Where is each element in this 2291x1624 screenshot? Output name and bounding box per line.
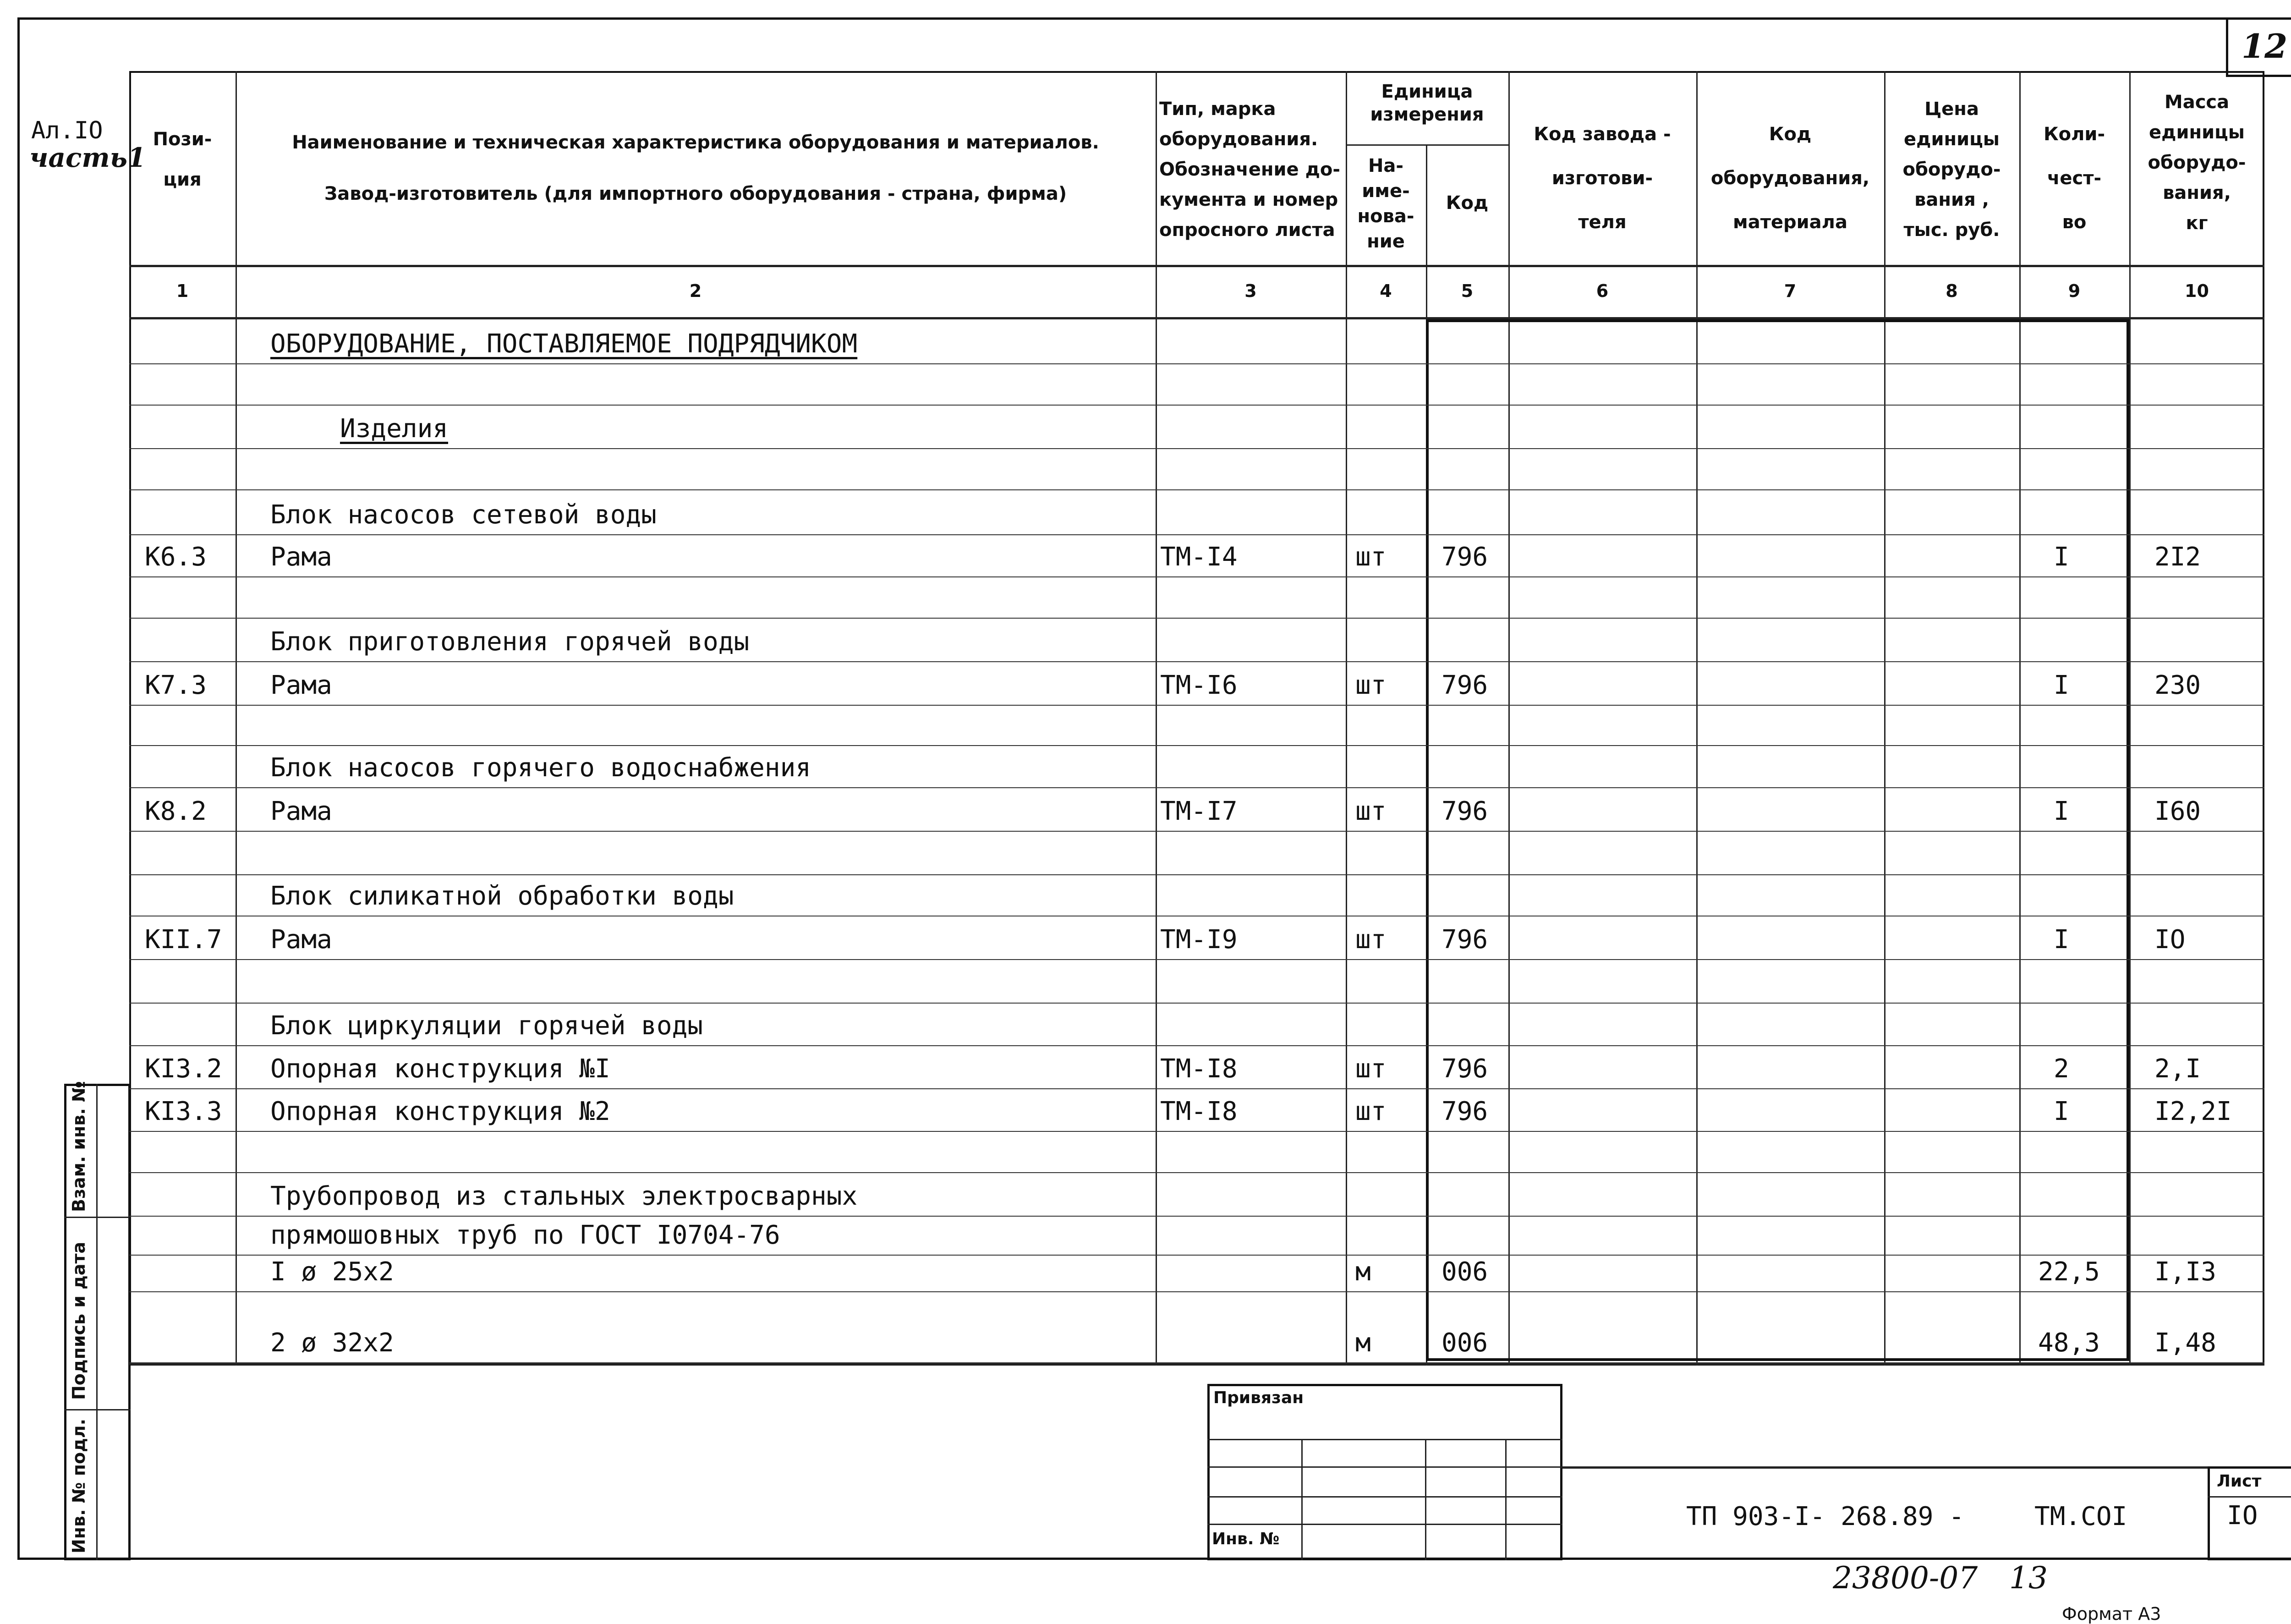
header-col8: Цена единицы оборудо- вания , тыс. руб.: [1902, 99, 2001, 241]
cell-mass: I,48: [2154, 1328, 2216, 1358]
table-row: [129, 449, 2264, 490]
sheet-corner-number: 12: [2242, 27, 2288, 66]
colnum-7: 7: [1784, 281, 1797, 301]
table-row: [129, 1089, 2264, 1132]
cell-position: КI3.2: [145, 1054, 222, 1084]
cell-name: ОБОРУДОВАНИЕ, ПОСТАВЛЯЕМОЕ ПОДРЯДЧИКОМ: [270, 329, 858, 359]
cell-unit: м: [1355, 1257, 1371, 1287]
cell-name: Рама: [270, 796, 332, 826]
table-row: [129, 1292, 2264, 1363]
cell-unit: шт: [1355, 670, 1387, 700]
cell-qty: I: [2054, 1097, 2069, 1126]
cell-name: Опорная конструкция №I: [270, 1054, 610, 1084]
cell-mass: I,I3: [2154, 1257, 2216, 1287]
tie-block-inv: Инв. №: [1212, 1530, 1280, 1548]
colnum-9: 9: [2068, 281, 2081, 301]
table-row: [129, 1004, 2264, 1046]
cell-qty: I: [2054, 542, 2069, 572]
colnum-2: 2: [689, 281, 702, 301]
table-row: [129, 832, 2264, 875]
table-row: [129, 577, 2264, 619]
colnum-4: 4: [1380, 281, 1392, 301]
tie-block-title: Привязан: [1213, 1388, 1304, 1407]
cell-type: ТМ-I8: [1160, 1054, 1238, 1084]
cell-name: прямошовных труб по ГОСТ I0704-76: [270, 1220, 780, 1250]
header-col6: Код завода - изготови- теля: [1534, 124, 1671, 233]
format-label: Формат А3: [2062, 1604, 2161, 1624]
table-row: [129, 1046, 2264, 1089]
handwritten-number: 23800-07: [1833, 1560, 1978, 1596]
header-unit-group: Единица измерения: [1370, 81, 1484, 125]
cell-name: Трубопровод из стальных электросварных: [270, 1181, 858, 1211]
table-row: [129, 406, 2264, 449]
colnum-6: 6: [1596, 281, 1609, 301]
table-row: [129, 875, 2264, 916]
cell-unit: шт: [1355, 1054, 1387, 1084]
cell-position: КII.7: [145, 925, 222, 955]
cell-code: 796: [1441, 542, 1488, 572]
table-row: [129, 960, 2264, 1004]
colnum-8: 8: [1946, 281, 1958, 301]
cell-qty: I: [2054, 796, 2069, 826]
cell-code: 796: [1441, 925, 1488, 955]
cell-type: ТМ-I7: [1160, 796, 1238, 826]
cell-code: 796: [1441, 1097, 1488, 1126]
cell-code: 796: [1441, 670, 1488, 700]
cell-mass: 230: [2154, 670, 2201, 700]
cell-position: КI3.3: [145, 1097, 222, 1126]
header-col2: Наименование и техническая характеристика оборудования и материалов. Завод-изготовитель (для импортного оборудования - страна, фирма): [292, 132, 1099, 204]
header-col10: Масса единицы оборудо- вания, кг: [2148, 92, 2246, 234]
cell-mass: IO: [2154, 925, 2186, 955]
cell-mass: I2,2I: [2154, 1097, 2232, 1126]
cell-type: ТМ-I8: [1160, 1097, 1238, 1126]
cell-name: I ø 25х2: [270, 1257, 394, 1287]
cell-unit: м: [1355, 1328, 1371, 1358]
cell-qty: I: [2054, 670, 2069, 700]
colnum-5: 5: [1461, 281, 1474, 301]
cell-code: 796: [1441, 1054, 1488, 1084]
document-mark: ТМ.COI: [2034, 1502, 2127, 1531]
colnum-1: 1: [176, 281, 189, 301]
table-row: [129, 706, 2264, 746]
table-row: [129, 746, 2264, 788]
cell-name: Блок насосов горячего водоснабжения: [270, 753, 811, 783]
cell-code: 006: [1441, 1257, 1488, 1287]
cell-unit: шт: [1355, 542, 1387, 572]
header-col4: На- име- нова- ние: [1357, 155, 1414, 252]
table-row: [129, 1132, 2264, 1173]
header-col9: Коли- чест- во: [2043, 124, 2105, 233]
colnum-3: 3: [1244, 281, 1257, 301]
cell-mass: I60: [2154, 796, 2201, 826]
cell-qty: 22,5: [2038, 1257, 2100, 1287]
table-row: [129, 1173, 2264, 1217]
table-row: [129, 321, 2264, 364]
document-code: ТП 903-I- 268.89 -: [1686, 1502, 1964, 1531]
side-label-replacement-inv: Взам. инв. №: [69, 1081, 89, 1212]
table-row: [129, 788, 2264, 832]
cell-position: К8.2: [145, 796, 207, 826]
table-row: [129, 1217, 2264, 1256]
cell-mass: 2,I: [2154, 1054, 2201, 1084]
table-row: [129, 662, 2264, 706]
side-label-inv-podl: Инв. № подл.: [69, 1418, 89, 1553]
cell-type: ТМ-I9: [1160, 925, 1238, 955]
header-col1: Пози- ция: [153, 129, 212, 190]
cell-qty: 48,3: [2038, 1328, 2100, 1358]
cell-name: Рама: [270, 542, 332, 572]
cell-mass: 2I2: [2154, 542, 2201, 572]
cell-name: Блок приготовления горячей воды: [270, 627, 750, 657]
colnum-10: 10: [2185, 281, 2209, 301]
cell-code: 796: [1441, 796, 1488, 826]
table-row: [129, 490, 2264, 535]
cell-qty: 2: [2054, 1054, 2069, 1084]
table-row: [129, 364, 2264, 406]
cell-code: 006: [1441, 1328, 1488, 1358]
album-label: Ал.IO: [31, 117, 103, 144]
side-label-signature-date: Подпись и дата: [69, 1241, 89, 1400]
table-row: [129, 535, 2264, 577]
column-numbers-row: [0, 281, 2291, 308]
cell-type: ТМ-I6: [1160, 670, 1238, 700]
header-col3: Тип, марка оборудования. Обозначение до- кумента и номер опросного листа: [1159, 99, 1340, 241]
cell-position: К7.3: [145, 670, 207, 700]
cell-name: Опорная конструкция №2: [270, 1097, 610, 1126]
cell-name: Рама: [270, 670, 332, 700]
cell-name: Блок циркуляции горячей воды: [270, 1011, 703, 1041]
sheet-number: IO: [2227, 1501, 2258, 1531]
header-col7: Код оборудования, материала: [1710, 124, 1870, 233]
cell-name: Блок силикатной обработки воды: [270, 881, 734, 911]
cell-type: ТМ-I4: [1160, 542, 1238, 572]
sheet-label: Лист: [2217, 1472, 2262, 1491]
header-col5: Код: [1446, 192, 1489, 214]
cell-name: Изделия: [340, 414, 449, 444]
page-number: 13: [2009, 1560, 2048, 1596]
cell-name: 2 ø 32х2: [270, 1328, 394, 1358]
table-row: [129, 916, 2264, 960]
cell-name: Рама: [270, 925, 332, 955]
cell-qty: I: [2054, 925, 2069, 955]
table-row: [129, 1256, 2264, 1292]
cell-name: Блок насосов сетевой воды: [270, 500, 657, 530]
cell-unit: шт: [1355, 1097, 1387, 1126]
table-row: [129, 619, 2264, 662]
cell-unit: шт: [1355, 925, 1387, 955]
cell-position: К6.3: [145, 542, 207, 572]
part-label: часть1: [29, 142, 146, 173]
cell-unit: шт: [1355, 796, 1387, 826]
